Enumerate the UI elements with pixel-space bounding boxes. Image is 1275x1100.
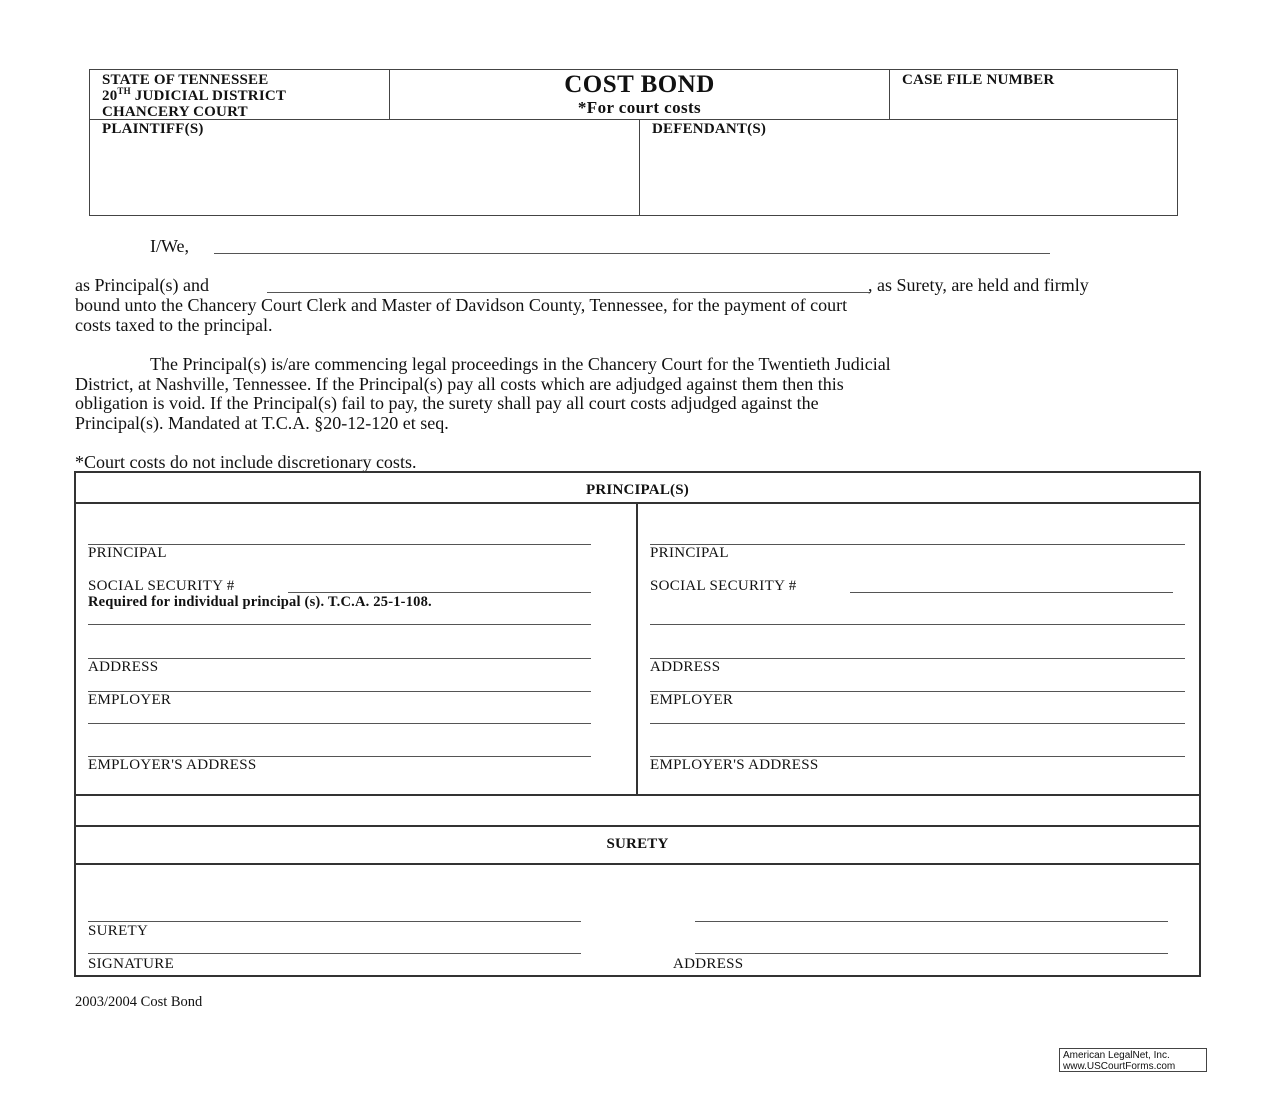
left-employer-address-label: EMPLOYER'S ADDRESS (88, 757, 257, 773)
para2-line3: obligation is void. If the Principal(s) fail to pay, the surety shall pay all court costs adjudged against the (75, 393, 819, 413)
para2-line4: Principal(s). Mandated at T.C.A. §20-12-120 et seq. (75, 413, 449, 433)
iwe-prefix: I/We, (150, 236, 190, 256)
surety-name-line-field[interactable] (88, 921, 581, 922)
footnote: *Court costs do not include discretionary costs. (75, 452, 417, 472)
form-title-block (390, 70, 889, 117)
right-employer-address-field-1[interactable] (650, 723, 1185, 724)
surety-label: SURETY (88, 923, 149, 939)
left-principal-label: PRINCIPAL (88, 545, 167, 561)
surety-address-field-1[interactable] (695, 921, 1168, 922)
para2-line1: The Principal(s) is/are commencing legal proceedings in the Chancery Court for the Twentieth Judicial (150, 354, 891, 374)
signature-label: SIGNATURE (88, 956, 175, 972)
left-address-label: ADDRESS (88, 659, 159, 675)
form-subtitle: *For court costs (577, 98, 702, 117)
para2-line2: District, at Nashville, Tennessee. If the Principal(s) pay all costs which are adjudged against them then this (75, 374, 844, 394)
case-file-label: CASE FILE NUMBER (902, 72, 1055, 88)
case-file-field[interactable] (895, 90, 1173, 116)
right-extra-line-field[interactable] (650, 624, 1185, 625)
defendant-field[interactable] (645, 140, 1173, 212)
para1-suffix: , as Surety, are held and firmly (868, 275, 1089, 295)
form-id: 2003/2004 Cost Bond (75, 994, 203, 1010)
form-title: COST BOND (564, 71, 715, 98)
right-address-field[interactable] (650, 658, 1185, 659)
court-district: 20TH JUDICIAL DISTRICT (102, 86, 287, 104)
right-employer-address-label: EMPLOYER'S ADDRESS (650, 757, 819, 773)
right-principal-name-field[interactable] (650, 544, 1185, 545)
principals-bottom-divider (74, 794, 1201, 796)
right-address-label: ADDRESS (650, 659, 721, 675)
surety-top-divider (74, 825, 1201, 827)
right-principal-label: PRINCIPAL (650, 545, 729, 561)
surety-name-field[interactable] (267, 292, 870, 293)
court-type: CHANCERY COURT (102, 104, 248, 120)
publisher-url: www.USCourtForms.com (1063, 1061, 1176, 1072)
left-ssn-field[interactable] (288, 592, 591, 593)
left-ssn-label: SOCIAL SECURITY # (88, 578, 235, 594)
surety-section-title: SURETY (606, 836, 669, 852)
right-ssn-label: SOCIAL SECURITY # (650, 578, 797, 594)
left-employer-address-field-1[interactable] (88, 723, 591, 724)
left-address-field[interactable] (88, 658, 591, 659)
left-employer-label: EMPLOYER (88, 692, 172, 708)
surety-address-label: ADDRESS (673, 956, 744, 972)
surety-title-divider (74, 863, 1201, 865)
principals-section-title: PRINCIPAL(S) (586, 482, 689, 498)
publisher-badge[interactable] (1059, 1048, 1207, 1072)
para1-prefix: as Principal(s) and (75, 275, 209, 295)
para1-line2: bound unto the Chancery Court Clerk and Master of Davidson County, Tennessee, for the payment of court (75, 295, 848, 315)
surety-signature-field[interactable] (88, 953, 581, 954)
defendant-label: DEFENDANT(S) (652, 121, 767, 137)
plaintiff-label: PLAINTIFF(S) (102, 121, 204, 137)
plaintiff-field[interactable] (95, 140, 633, 212)
court-name (102, 72, 286, 120)
left-extra-line-field[interactable] (88, 624, 591, 625)
right-ssn-field[interactable] (850, 592, 1173, 593)
principals-col-divider (636, 502, 638, 794)
court-state: STATE OF TENNESSEE (102, 72, 269, 88)
right-employer-label: EMPLOYER (650, 692, 734, 708)
para1-line3: costs taxed to the principal. (75, 315, 273, 335)
header-col-divider-2 (889, 69, 890, 119)
party-col-divider (639, 119, 640, 216)
surety-address-field-2[interactable] (695, 953, 1168, 954)
left-ssn-note: Required for individual principal (s). T.C.A. 25-1-108. (88, 594, 432, 610)
publisher-name: American LegalNet, Inc. (1063, 1050, 1170, 1061)
iwe-field[interactable] (214, 253, 1050, 254)
